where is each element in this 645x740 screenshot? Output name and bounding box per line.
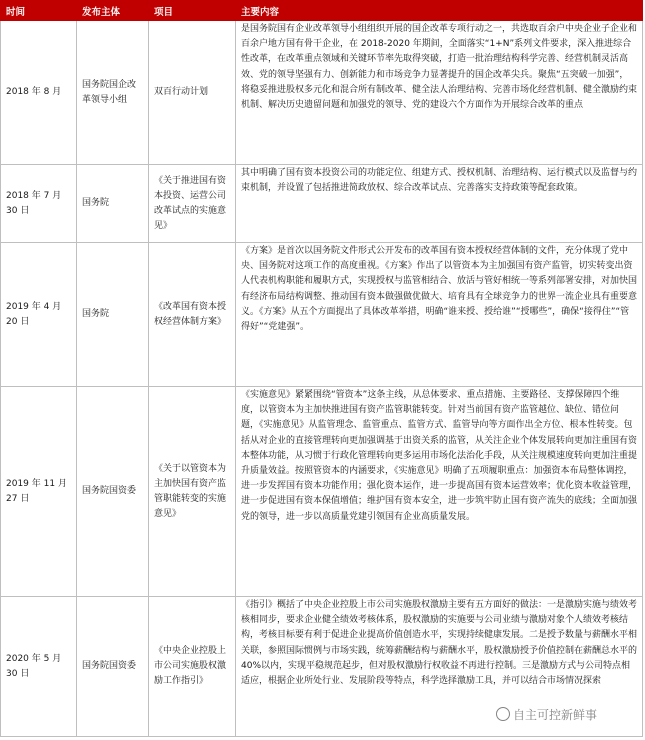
cell-content: 《指引》概括了中央企业控股上市公司实施股权激励主要有五方面好的做法：一是激励实施与绩效考核相同步，要求企业健全绩效考核体系，股权激励的实施要与公司业绩与激励对象个人绩效考核结构，考核目标要有利于促进企业提高价值创造水平，实现持续健康发展。二是授予数量与薪酬水平相关联，参照国际惯例与市场实践，统筹薪酬结构与薪酬水平，股权激励授予价值控制在薪酬总水平的 40%以内，实现平稳规范起步，但对股权激励行权收益不再进行控制。三是激励方式与公司特点相适应，根据企业所处行业、发展阶段等特点，科学选择激励工具，并可以结合市场情况探索: [236, 597, 643, 737]
header-issuer: 发布主体: [77, 1, 149, 21]
cell-project: 《关于以管资本为主加快国有资产监管职能转变的实施意见》: [149, 387, 236, 597]
header-row: [1, 1, 643, 21]
cell-issuer: 国务院国企改革领导小组: [77, 21, 149, 165]
wechat-logo-icon: [496, 707, 510, 721]
header-project: 项目: [149, 1, 236, 21]
watermark: [496, 706, 597, 723]
cell-issuer: 国务院国资委: [77, 597, 149, 737]
cell-date: 2018 年 7 月30 日: [1, 165, 77, 243]
cell-project: 《改革国有资本授权经营体制方案》: [149, 243, 236, 387]
cell-project: 《关于推进国有资本投资、运营公司改革试点的实施意见》: [149, 165, 236, 243]
cell-content: 其中明确了国有资本投资公司的功能定位、组建方式、授权机制、治理结构、运行模式以及监督与约束机制，并设置了包括推进简政放权、综合改革试点、完善落实支持政策等配套政策。: [236, 165, 643, 243]
cell-issuer: 国务院: [77, 243, 149, 387]
cell-date: 2019 年 4 月20 日: [1, 243, 77, 387]
cell-content: 《方案》是首次以国务院文件形式公开发布的改革国有资本授权经营体制的文件，充分体现了党中央、国务院对这项工作的高度重视。《方案》作出了以管资本为主加强国有资产监管，切实转变出资人代表机构职能和履职方式，实现授权与监管相结合、放活与管好相统一等系列部署安排，对加快国有经济布局结构调整、推动国有资本做强做优做大、培育具有全球竞争力的世界一流企业具有重要意义。《方案》从五个方面提出了具体改革举措，明确“谁来授、授给谁”“授哪些”，确保“接得住”“管得好”“党建强”。: [236, 243, 643, 387]
cell-project: 《中央企业控股上市公司实施股权激励工作指引》: [149, 597, 236, 737]
cell-project: 双百行动计划: [149, 21, 236, 165]
cell-content: 是国务院国有企业改革领导小组组织开展的国企改革专项行动之一，共选取百余户中央企业子企业和百余户地方国有骨干企业，在 2018-2020 年期间，全面落实“1+N”系列文件要求，深入推进综合性改革，在改革重点领域和关键环节率先取得突破，打造一批治理结构科学完善、经营机制灵活高效、党的领导坚强有力、创新能力和市场竞争力显著提升的国企改革尖兵。聚焦“五突破一加强”，将稳妥推进股权多元化和混合所有制改革、健全法人治理结构、完善市场化经营机制、健全激励约束机制、解决历史遗留问题和加强党的领导、党的建设六个方面作为开展综合改革的重点: [236, 21, 643, 165]
header-date: 时间: [1, 1, 77, 21]
cell-date: 2019 年 11 月27 日: [1, 387, 77, 597]
table-row: [1, 243, 643, 387]
cell-content: 《实施意见》紧紧围绕“管资本”这条主线，从总体要求、重点措施、主要路径、支撑保障四个维度，以管资本为主加快推进国有资产监管职能转变。针对当前国有资产监管越位、缺位、错位问题，《实施意见》从监管理念、监管重点、监管方式、监管导向等方面作出全方位、根本性转变。包括从对企业的直接管理转向更加强调基于出资关系的监管，从关注企业个体发展转向更加注重国有资本整体功能，从习惯于行政化管理转向更多运用市场化法治化手段，从关注规模速度转向更加注重提升质量效益。按照管资本的内涵要求，《实施意见》明确了五项履职重点：加强资本布局整体调控，进一步发挥国有资本功能作用；强化资本运作，进一步提高国有资本运营效率；优化资本收益管理，进一步促进国有资本保值增值；维护国有资本安全，进一步筑牢防止国有资产流失的底线；全面加强党的领导，进一步以高质量党建引领国有企业高质量发展。: [236, 387, 643, 597]
cell-issuer: 国务院国资委: [77, 387, 149, 597]
watermark-text: 自主可控新鲜事: [513, 708, 598, 722]
table-row: [1, 165, 643, 243]
cell-issuer: 国务院: [77, 165, 149, 243]
header-content: 主要内容: [236, 1, 643, 21]
table-row: [1, 21, 643, 165]
table-row: [1, 387, 643, 597]
cell-date: 2020 年 5 月30 日: [1, 597, 77, 737]
cell-date: 2018 年 8 月: [1, 21, 77, 165]
